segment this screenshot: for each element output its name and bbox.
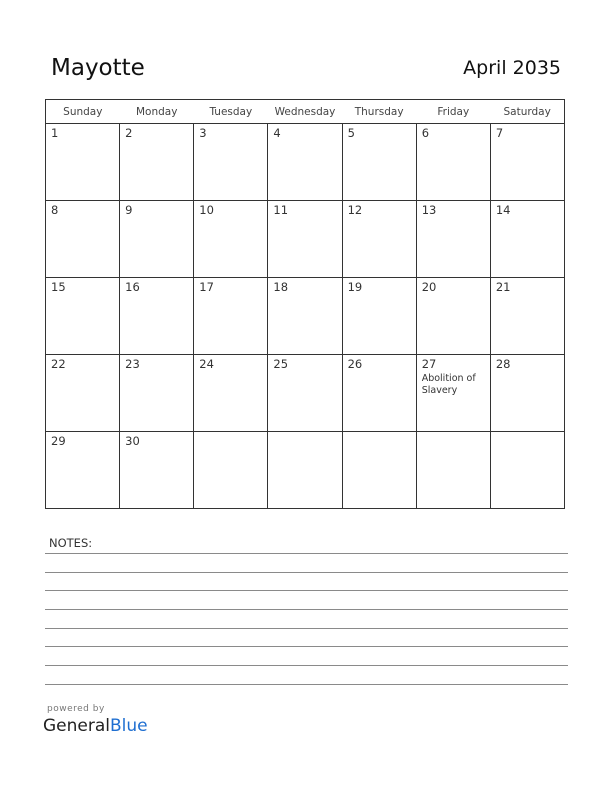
day-number: 1 <box>51 126 59 140</box>
calendar-grid <box>45 99 565 509</box>
day-number: 30 <box>125 434 140 448</box>
calendar-month: April 2035 <box>463 57 561 79</box>
calendar-day-cell <box>342 124 416 201</box>
day-number: 19 <box>347 280 363 294</box>
brand-logo[interactable] <box>43 716 148 736</box>
calendar-day-cell <box>120 201 194 278</box>
day-number: 6 <box>421 126 430 140</box>
day-number: 13 <box>421 203 437 217</box>
note-line <box>45 572 568 573</box>
calendar-day-cell <box>490 355 564 432</box>
weekday-header: Monday <box>120 100 194 124</box>
weekday-header: Sunday <box>46 100 120 124</box>
calendar-day-cell <box>268 278 342 355</box>
calendar-day-cell <box>268 124 342 201</box>
weekday-header: Thursday <box>342 100 416 124</box>
calendar-day-cell <box>120 278 194 355</box>
calendar-week-row <box>46 124 565 201</box>
brand-general: General <box>43 716 110 736</box>
day-number: 16 <box>125 280 140 294</box>
day-number: 3 <box>199 126 207 140</box>
calendar-day-cell <box>342 278 416 355</box>
weekday-header: Friday <box>416 100 490 124</box>
note-line <box>45 609 568 610</box>
calendar-day-cell <box>268 355 342 432</box>
calendar-week-row <box>46 278 565 355</box>
note-line <box>45 590 568 591</box>
calendar-title: Mayotte <box>51 55 145 81</box>
calendar-day-cell <box>342 355 416 432</box>
calendar-day-cell <box>194 432 268 509</box>
calendar-day-cell <box>268 201 342 278</box>
calendar-day-cell <box>490 201 564 278</box>
holiday-label: Abolition of Slavery <box>421 373 476 396</box>
calendar-day-cell <box>342 432 416 509</box>
day-number: 5 <box>347 126 355 140</box>
day-number: 27 <box>421 357 437 371</box>
calendar-day-cell <box>46 432 120 509</box>
day-number: 22 <box>51 357 66 371</box>
calendar-day-cell <box>120 124 194 201</box>
day-number: 8 <box>51 203 59 217</box>
calendar-day-cell <box>46 124 120 201</box>
day-number: 23 <box>125 357 140 371</box>
calendar-day-cell <box>194 124 268 201</box>
day-number: 2 <box>125 126 133 140</box>
calendar-day-cell <box>416 124 490 201</box>
calendar-week-row <box>46 201 565 278</box>
calendar-day-cell <box>194 355 268 432</box>
weekday-header: Saturday <box>490 100 564 124</box>
day-number: 26 <box>347 357 363 371</box>
calendar-day-cell <box>416 355 490 432</box>
day-number: 20 <box>421 280 437 294</box>
weekday-header-row <box>46 100 565 124</box>
day-number: 24 <box>199 357 214 371</box>
calendar-week-row <box>46 355 565 432</box>
day-number: 17 <box>199 280 214 294</box>
day-number: 10 <box>199 203 214 217</box>
calendar-day-cell <box>416 201 490 278</box>
calendar-day-cell <box>46 355 120 432</box>
day-number: 4 <box>273 126 281 140</box>
day-number: 25 <box>273 357 289 371</box>
day-number: 7 <box>495 126 504 140</box>
calendar-day-cell <box>490 278 564 355</box>
calendar-day-cell <box>416 432 490 509</box>
day-number: 28 <box>495 357 511 371</box>
note-line <box>45 646 568 647</box>
brand-blue: Blue <box>110 716 148 736</box>
calendar-day-cell <box>490 124 564 201</box>
calendar-day-cell <box>342 201 416 278</box>
calendar-day-cell <box>268 432 342 509</box>
notes-label: NOTES: <box>49 536 93 550</box>
day-number: 21 <box>495 280 511 294</box>
calendar-day-cell <box>120 355 194 432</box>
note-line <box>45 684 568 685</box>
day-number: 18 <box>273 280 289 294</box>
calendar-day-cell <box>490 432 564 509</box>
weekday-header: Tuesday <box>194 100 268 124</box>
day-number: 14 <box>495 203 511 217</box>
calendar-day-cell <box>416 278 490 355</box>
calendar-day-cell <box>120 432 194 509</box>
note-line <box>45 553 568 554</box>
powered-by-text: powered by <box>47 704 105 714</box>
day-number: 15 <box>51 280 66 294</box>
calendar-day-cell <box>46 278 120 355</box>
day-number: 12 <box>347 203 363 217</box>
note-line <box>45 665 568 666</box>
calendar-week-row <box>46 432 565 509</box>
calendar-day-cell <box>46 201 120 278</box>
day-number: 11 <box>273 203 289 217</box>
note-line <box>45 628 568 629</box>
weekday-header: Wednesday <box>268 100 342 124</box>
calendar-day-cell <box>194 278 268 355</box>
day-number: 29 <box>51 434 66 448</box>
calendar-day-cell <box>194 201 268 278</box>
day-number: 9 <box>125 203 133 217</box>
